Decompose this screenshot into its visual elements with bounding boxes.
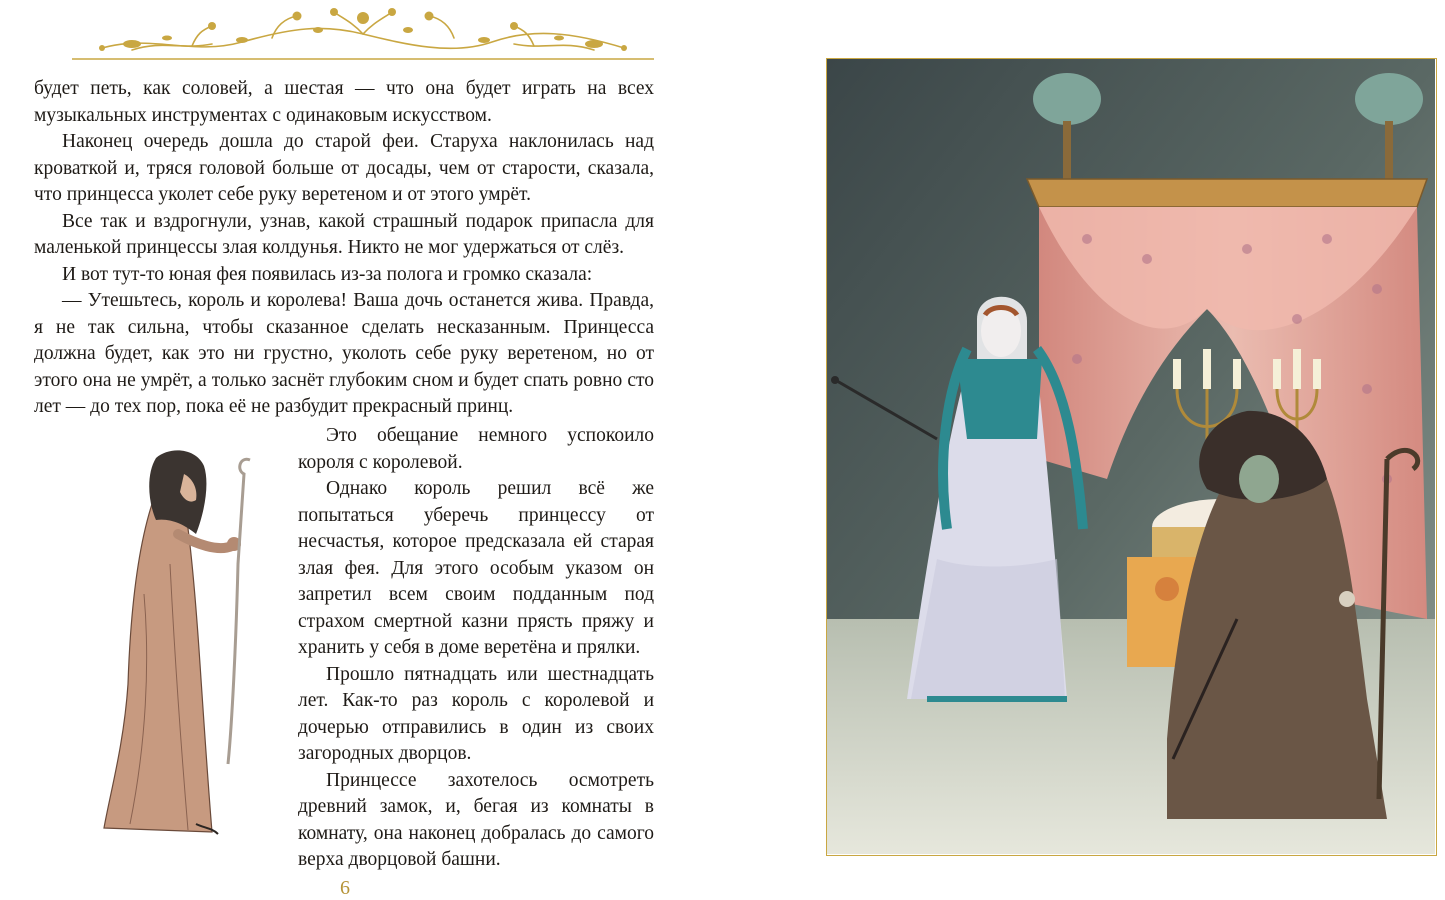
paragraph: Однако король решил всё же попытаться уберечь принцессу от несчастья, которое предсказала ей старая злая фея. Для этого особым указом он запретил всем своим подданным под страхом смертной казни прясть пряжу и хранить у себя в доме веретёна и прялки. bbox=[298, 478, 654, 658]
floral-ornament-icon bbox=[72, 4, 654, 62]
old-fairy-illustration-icon bbox=[100, 444, 270, 836]
paragraph: Принцессе захотелось осмотреть древний замок, и, бегая из комнаты в комнату, она наконец добралась до самого верха дворцовой башни. bbox=[298, 769, 654, 870]
text-column bbox=[298, 423, 654, 874]
paragraph: будет петь, как соловей, а шестая — что она будет играть на всех музыкальных инструментах с одинаковым искусством. bbox=[34, 78, 654, 126]
full-page-illustration bbox=[826, 58, 1437, 856]
text-full-width bbox=[34, 76, 654, 421]
page-number: 6 bbox=[340, 877, 350, 899]
paragraph: Это обещание немного успокоило короля с королевой. bbox=[298, 425, 654, 473]
canopy-scene-illustration-icon bbox=[827, 59, 1435, 854]
paragraph: Прошло пятнадцать или шестнадцать лет. Как-то раз король с королевой и дочерью отправились в один из своих загородных дворцов. bbox=[298, 663, 654, 764]
paragraph: — Утешьтесь, король и королева! Ваша дочь останется жива. Правда, я не так сильна, чтобы сказанное сделать несказанным. Принцесса должна будет, как это ни грустно, уколоть себе руку веретеном, но от этого она не умрёт, а только заснёт глубоким сном и будет спать ровно сто лет — до тех пор, пока её не разбудит прекрасный принц. bbox=[34, 290, 654, 417]
paragraph: И вот тут-то юная фея появилась из-за полога и громко сказала: bbox=[62, 263, 593, 285]
paragraph: Наконец очередь дошла до старой феи. Старуха наклонилась над кроваткой и, тряся головой больше от досады, чем от старости, сказала, что принцесса уколет себе руку веретеном и от этого умрёт. bbox=[34, 131, 654, 205]
paragraph: Все так и вздрогнули, узнав, какой страшный подарок припасла для маленькой принцессы злая колдунья. Никто не мог удержаться от слёз. bbox=[34, 210, 654, 258]
